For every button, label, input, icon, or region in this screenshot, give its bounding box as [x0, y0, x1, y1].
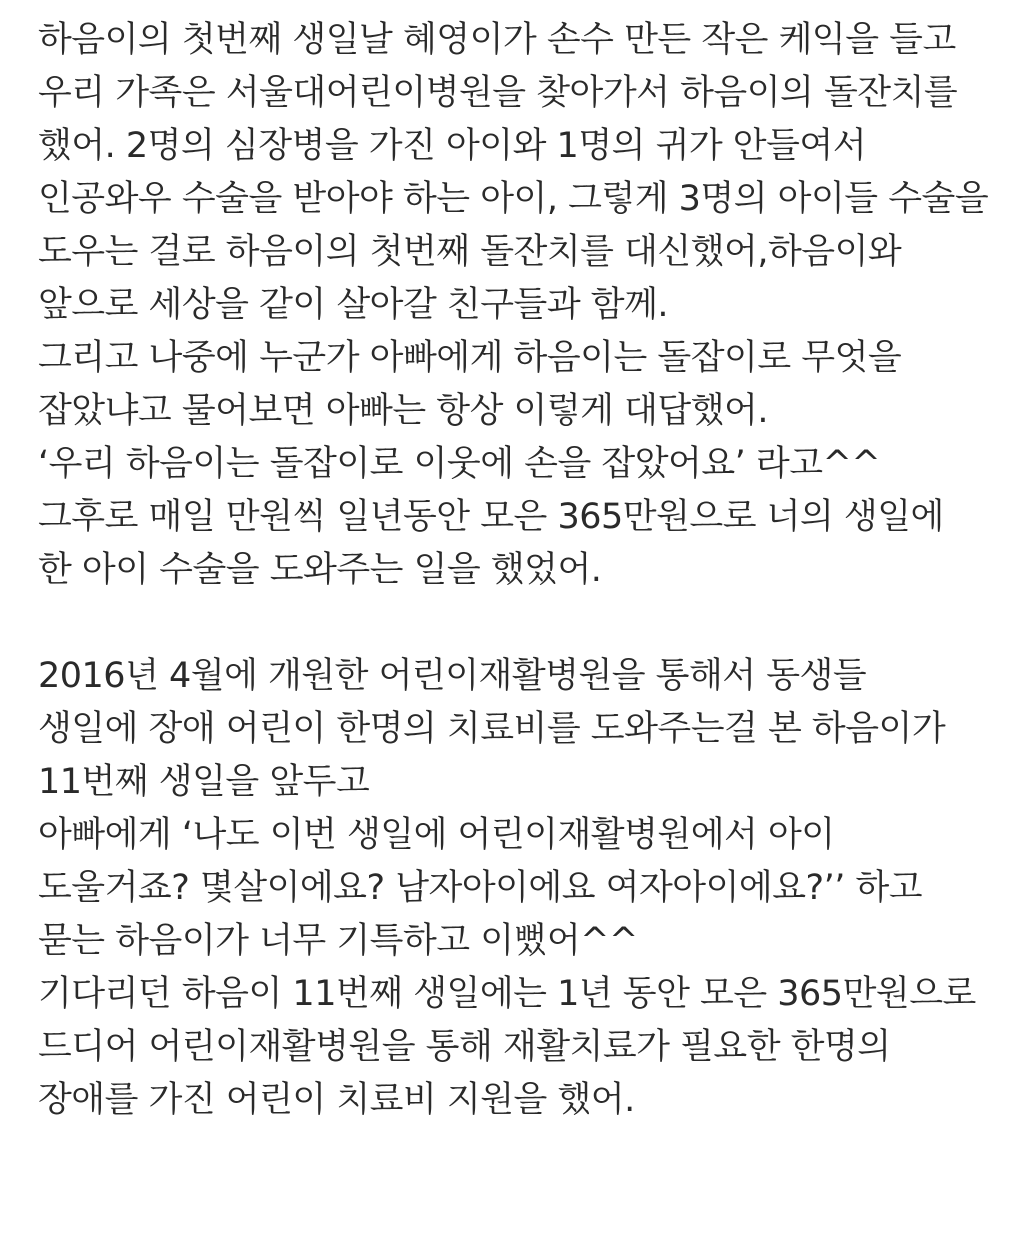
text-line: 드디어 어린이재활병원을 통해 재활치료가 필요한 한명의: [38, 1027, 891, 1067]
text-line: 도울거죠? 몇살이에요? 남자아이에요 여자아이에요?’’ 하고: [38, 868, 923, 908]
text-line: 그후로 매일 만원씩 일년동안 모은 365만원으로 너의 생일에: [38, 497, 944, 537]
paragraph-spacer: [38, 597, 1008, 650]
paragraph-eleventh-birthday: [38, 650, 1008, 1127]
text-line: 장애를 가진 어린이 치료비 지원을 했어.: [38, 1080, 635, 1120]
text-line: 기다리던 하음이 11번째 생일에는 1년 동안 모은 365만원으로: [38, 974, 976, 1014]
text-line: 한 아이 수술을 도와주는 일을 했었어.: [38, 550, 602, 590]
text-line: 아빠에게 ‘나도 이번 생일에 어린이재활병원에서 아이: [38, 815, 835, 855]
text-line: 우리 가족은 서울대어린이병원을 찾아가서 하음이의 돌잔치를: [38, 73, 958, 113]
text-line: 그리고 나중에 누군가 아빠에게 하음이는 돌잡이로 무엇을: [38, 338, 902, 378]
document-body: [38, 14, 1008, 1127]
text-line: 인공와우 수술을 받아야 하는 아이, 그렇게 3명의 아이들 수술을: [38, 179, 989, 219]
text-line: 2016년 4월에 개원한 어린이재활병원을 통해서 동생들: [38, 656, 867, 696]
text-line: 했어. 2명의 심장병을 가진 아이와 1명의 귀가 안들여서: [38, 126, 867, 166]
text-line: 잡았냐고 물어보면 아빠는 항상 이렇게 대답했어.: [38, 391, 768, 431]
text-line: ‘우리 하음이는 돌잡이로 이웃에 손을 잡았어요’ 라고^^: [38, 444, 881, 484]
paragraph-first-birthday: [38, 14, 1008, 597]
text-line: 생일에 장애 어린이 한명의 치료비를 도와주는걸 본 하음이가: [38, 709, 946, 749]
text-line: 11번째 생일을 앞두고: [38, 762, 370, 802]
text-line: 묻는 하음이가 너무 기특하고 이뻤어^^: [38, 921, 638, 961]
text-line: 하음이의 첫번째 생일날 혜영이가 손수 만든 작은 케익을 들고: [38, 20, 956, 60]
text-line: 도우는 걸로 하음이의 첫번째 돌잔치를 대신했어,하음이와: [38, 232, 902, 272]
text-line: 앞으로 세상을 같이 살아갈 친구들과 함께.: [38, 285, 669, 325]
